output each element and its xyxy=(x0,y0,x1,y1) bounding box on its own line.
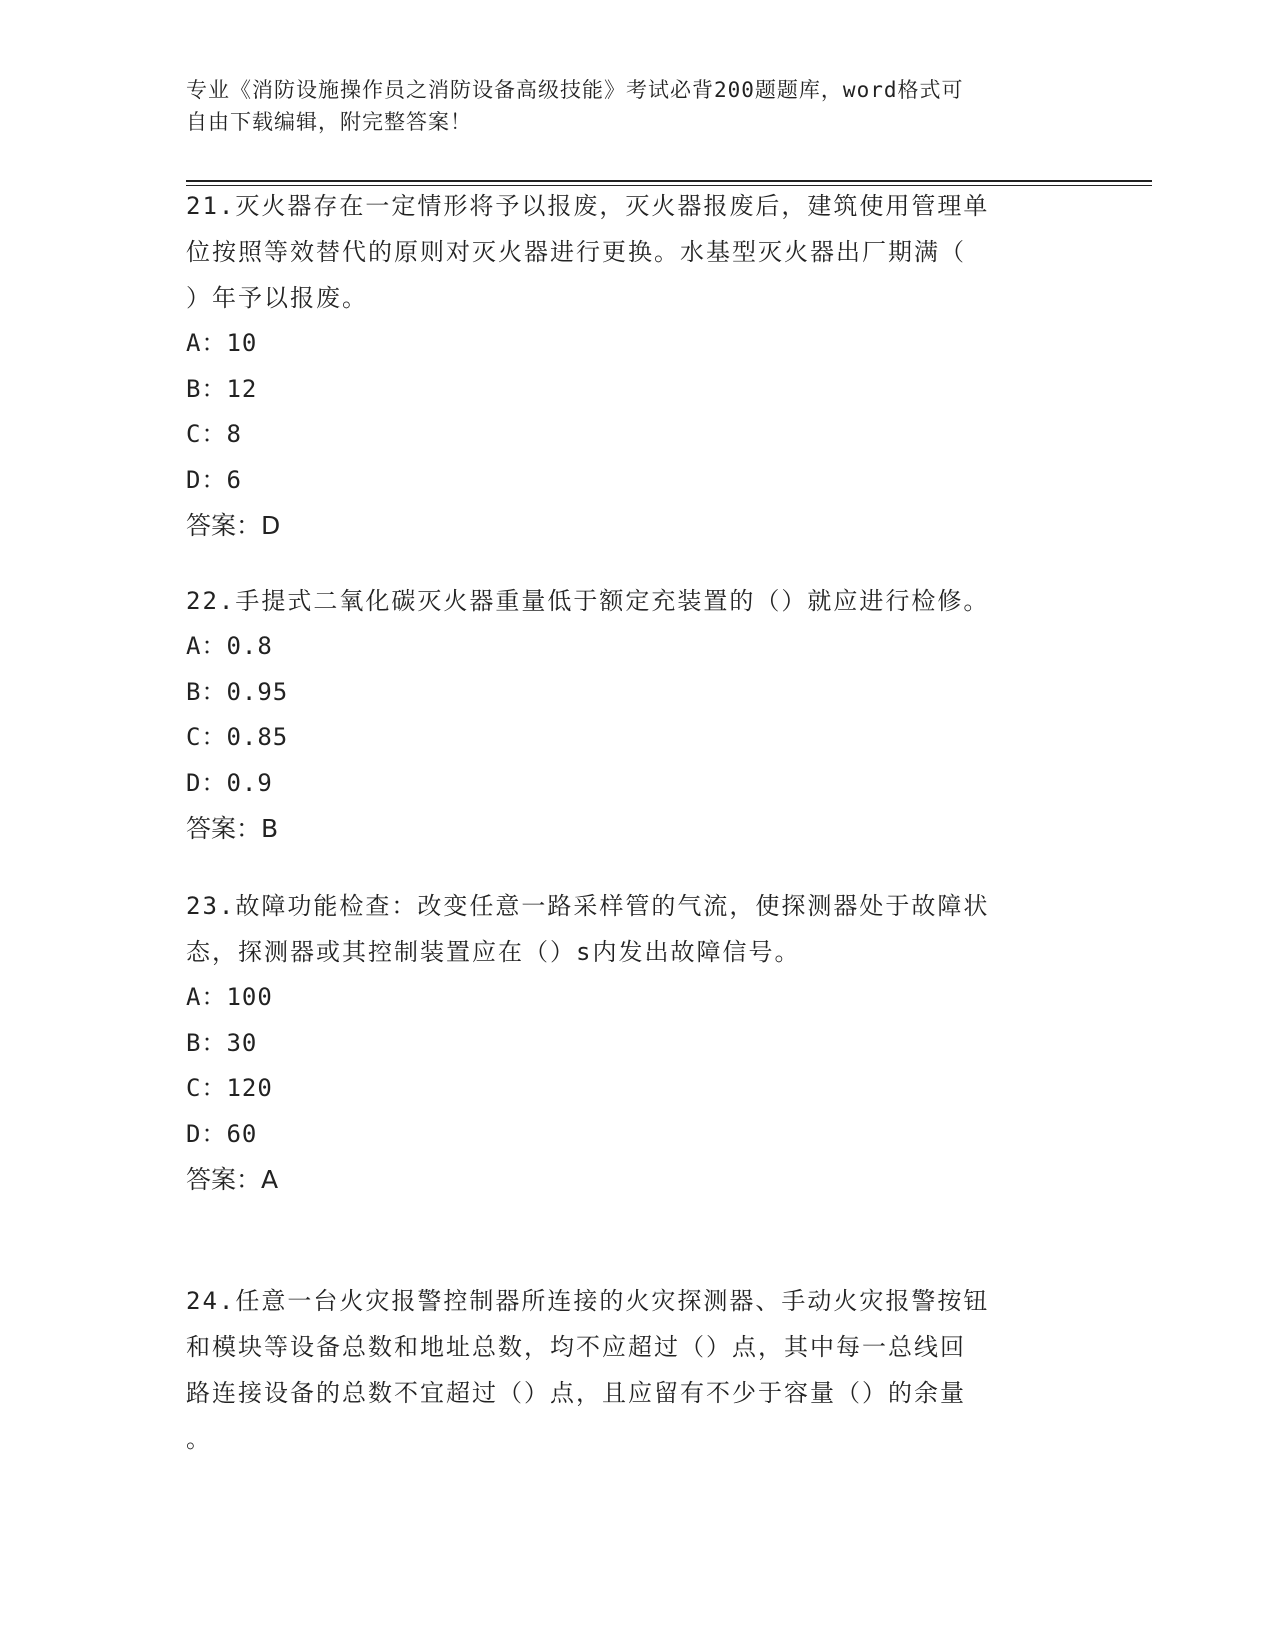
option-d: D：6 xyxy=(186,465,242,494)
question-stem-line: 路连接设备的总数不宜超过（）点，且应留有不少于容量（）的余量 xyxy=(186,1379,966,1407)
answer-label: 答案：B xyxy=(186,814,279,843)
option-a: A：10 xyxy=(186,329,258,357)
option-b: B：30 xyxy=(186,1028,258,1057)
header-divider-thick xyxy=(186,180,1152,182)
question-stem-line: 21.灭火器存在一定情形将予以报废，灭火器报废后，建筑使用管理单 xyxy=(186,192,990,220)
answer-label: 答案：A xyxy=(186,1165,279,1194)
question-23 xyxy=(186,883,1086,1203)
question-stem-line: 位按照等效替代的原则对灭火器进行更换。水基型灭火器出厂期满（ xyxy=(186,238,966,266)
question-22 xyxy=(186,578,1086,852)
question-21 xyxy=(186,183,1086,549)
question-24 xyxy=(186,1278,1086,1462)
question-stem-line: 和模块等设备总数和地址总数，均不应超过（）点，其中每一总线回 xyxy=(186,1333,966,1361)
header-line-1: 专业《消防设施操作员之消防设备高级技能》考试必背200题题库，word格式可 xyxy=(186,78,964,102)
question-stem-line: 23.故障功能检查：改变任意一路采样管的气流，使探测器处于故障状 xyxy=(186,892,990,920)
header-line-2: 自由下载编辑，附完整答案！ xyxy=(186,110,472,134)
option-a: A：100 xyxy=(186,983,273,1011)
option-c: C：0.85 xyxy=(186,723,289,751)
answer-label: 答案：D xyxy=(186,511,281,540)
option-b: B：0.95 xyxy=(186,677,289,706)
option-d: D：60 xyxy=(186,1119,258,1148)
question-stem-line: 。 xyxy=(186,1425,212,1453)
document-header xyxy=(186,74,1066,138)
question-stem-line: 24.任意一台火灾报警控制器所连接的火灾探测器、手动火灾报警按钮 xyxy=(186,1287,990,1315)
question-stem-line: ）年予以报废。 xyxy=(186,284,368,312)
option-c: C：8 xyxy=(186,420,242,448)
option-c: C：120 xyxy=(186,1074,273,1102)
option-d: D：0.9 xyxy=(186,768,273,797)
option-b: B：12 xyxy=(186,374,258,403)
question-stem-line: 22.手提式二氧化碳灭火器重量低于额定充装置的（）就应进行检修。 xyxy=(186,587,990,615)
question-stem-line: 态，探测器或其控制装置应在（）s内发出故障信号。 xyxy=(186,938,801,966)
option-a: A：0.8 xyxy=(186,632,273,660)
